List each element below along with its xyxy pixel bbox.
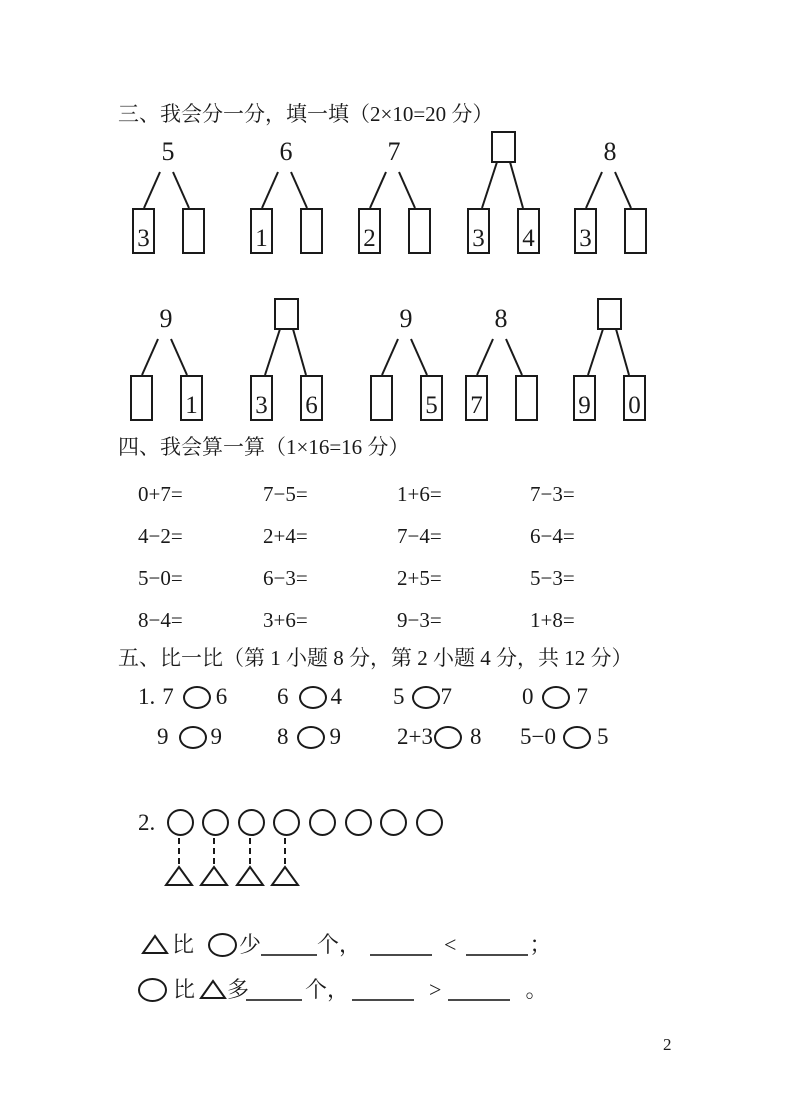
- page-number: 2: [663, 1035, 672, 1054]
- comparison-right: 6: [215, 684, 228, 709]
- decomposition-tree: [132, 128, 204, 258]
- decomposition-tree: [370, 295, 442, 425]
- comparison-circle[interactable]: [434, 726, 462, 749]
- arithmetic-problem: 0+7=: [138, 482, 183, 506]
- count-circle: [309, 809, 336, 836]
- comparison-left: 5: [393, 684, 405, 709]
- comparison-left: 7: [162, 684, 174, 709]
- arithmetic-problem: 7−4=: [397, 524, 442, 548]
- count-triangle: [235, 864, 266, 888]
- tree-answer-box[interactable]: [515, 375, 538, 421]
- circle-icon: [208, 933, 237, 957]
- answer-blank[interactable]: [370, 934, 432, 956]
- tree-top-number: 8: [494, 304, 508, 333]
- tree-answer-box: 3: [467, 208, 490, 254]
- comparison-right: 4: [330, 684, 342, 709]
- tree-answer-box: 7: [465, 375, 488, 421]
- tree-answer-box[interactable]: [130, 375, 153, 421]
- comparison-right: 7: [440, 684, 452, 709]
- answer-blank[interactable]: [261, 934, 317, 956]
- comparison-left: 5−0: [520, 724, 556, 749]
- comparison-symbol: <: [444, 932, 457, 957]
- tree-answer-box[interactable]: [624, 208, 647, 254]
- answer-blank[interactable]: [246, 979, 302, 1001]
- decomposition-tree: [573, 295, 645, 425]
- arithmetic-grid: [138, 483, 620, 651]
- answer-blank[interactable]: [352, 979, 414, 1001]
- tree-top-number: 8: [603, 137, 617, 166]
- count-circle: [416, 809, 443, 836]
- triangle-icon: [199, 979, 227, 1001]
- tree-top-number: 7: [387, 137, 401, 166]
- count-triangle: [270, 864, 301, 888]
- tree-top-number: 9: [159, 304, 173, 333]
- count-circle: [380, 809, 407, 836]
- tree-answer-box: 3: [574, 208, 597, 254]
- sentence-word: 多: [227, 977, 250, 1002]
- count-circle: [273, 809, 300, 836]
- comparison-problem: [277, 724, 341, 750]
- section3-title: 三、我会分一分，填一填（2×10=20 分）: [118, 102, 494, 126]
- count-circle: [167, 809, 194, 836]
- tree-answer-box: 6: [300, 375, 323, 421]
- arithmetic-problem: 3+6=: [263, 608, 308, 632]
- comparison-problem: [520, 724, 608, 750]
- tree-answer-box: 1: [250, 208, 273, 254]
- match-line: [284, 838, 286, 864]
- tree-answer-box[interactable]: [182, 208, 205, 254]
- sentence-word: 少: [239, 932, 262, 957]
- fill-in-sentence: [138, 977, 547, 1003]
- tree-answer-box[interactable]: [370, 375, 393, 421]
- count-circle: [238, 809, 265, 836]
- comparison-left: 8: [277, 724, 289, 749]
- answer-blank[interactable]: [448, 979, 510, 1001]
- tree-top-number: 9: [399, 304, 413, 333]
- q1-label: 1.: [138, 684, 156, 709]
- count-triangle: [199, 864, 230, 888]
- comparison-circle[interactable]: [179, 726, 207, 749]
- comparison-left: 2+3: [397, 724, 433, 749]
- count-triangle: [164, 864, 195, 888]
- triangle-icon: [141, 934, 169, 956]
- arithmetic-problem: 2+5=: [397, 566, 442, 590]
- arithmetic-problem: 9−3=: [397, 608, 442, 632]
- arithmetic-problem: 8−4=: [138, 608, 183, 632]
- comparison-circle[interactable]: [563, 726, 591, 749]
- decomposition-tree: [250, 128, 322, 258]
- tree-answer-box: 1: [180, 375, 203, 421]
- sentence-punct: 。: [525, 977, 548, 1002]
- answer-blank[interactable]: [466, 934, 528, 956]
- arithmetic-problem: 5−3=: [530, 566, 575, 590]
- arithmetic-problem: 6−4=: [530, 524, 575, 548]
- comparison-right: 9: [210, 724, 222, 749]
- arithmetic-problem: 7−3=: [530, 482, 575, 506]
- tree-answer-box[interactable]: [408, 208, 431, 254]
- sentence-word: 个，: [317, 932, 362, 957]
- comparison-circle[interactable]: [299, 686, 327, 709]
- arithmetic-problem: 2+4=: [263, 524, 308, 548]
- tree-top-number: 5: [161, 137, 175, 166]
- comparison-symbol: >: [429, 977, 442, 1002]
- comparison-problem: [393, 684, 452, 710]
- comparison-left: 0: [522, 684, 534, 709]
- q2-label: 2.: [138, 810, 156, 835]
- arithmetic-problem: 7−5=: [263, 482, 308, 506]
- tree-answer-box: 5: [420, 375, 443, 421]
- fill-in-sentence: [141, 932, 551, 958]
- tree-answer-box: 9: [573, 375, 596, 421]
- count-circle: [345, 809, 372, 836]
- comparison-circle[interactable]: [412, 686, 440, 709]
- decomposition-tree: [467, 128, 539, 258]
- decomposition-tree: [130, 295, 202, 425]
- comparison-left: 9: [157, 724, 169, 749]
- comparison-problem: [522, 684, 588, 710]
- arithmetic-problem: 5−0=: [138, 566, 183, 590]
- sentence-word: 个，: [305, 977, 350, 1002]
- decomposition-tree: [465, 295, 537, 425]
- match-line: [178, 838, 180, 864]
- tree-answer-box[interactable]: [300, 208, 323, 254]
- sentence-punct: ；: [529, 932, 552, 957]
- comparison-left: 6: [277, 684, 289, 709]
- arithmetic-problem: 4−2=: [138, 524, 183, 548]
- comparison-right: 8: [469, 724, 482, 749]
- decomposition-tree: [358, 128, 430, 258]
- comparison-right: 9: [329, 724, 341, 749]
- decomposition-tree: [574, 128, 646, 258]
- tree-top-number: 6: [279, 137, 293, 166]
- arithmetic-problem: 1+6=: [397, 482, 442, 506]
- comparison-circle[interactable]: [183, 686, 211, 709]
- arithmetic-problem: 6−3=: [263, 566, 308, 590]
- section4-title: 四、我会算一算（1×16=16 分）: [118, 435, 410, 459]
- comparison-right: 7: [576, 684, 588, 709]
- comparison-problem: [397, 724, 481, 750]
- tree-answer-box: 2: [358, 208, 381, 254]
- comparison-problem: [138, 684, 227, 710]
- match-line: [249, 838, 251, 864]
- sentence-word: 比: [172, 932, 195, 957]
- circle-icon: [138, 978, 167, 1002]
- decomposition-tree: [250, 295, 322, 425]
- arithmetic-problem: 1+8=: [530, 608, 575, 632]
- tree-answer-box: 3: [250, 375, 273, 421]
- sentence-word: 比: [173, 977, 196, 1002]
- comparison-right: 5: [596, 724, 609, 749]
- tree-answer-box: 0: [623, 375, 646, 421]
- match-line: [213, 838, 215, 864]
- comparison-circle[interactable]: [297, 726, 325, 749]
- tree-answer-box: 4: [517, 208, 540, 254]
- tree-answer-box: 3: [132, 208, 155, 254]
- section5-title: 五、比一比（第 1 小题 8 分，第 2 小题 4 分，共 12 分）: [118, 646, 633, 670]
- count-circle: [202, 809, 229, 836]
- comparison-problem: [277, 684, 342, 710]
- comparison-circle[interactable]: [542, 686, 570, 709]
- comparison-problem: [157, 724, 222, 750]
